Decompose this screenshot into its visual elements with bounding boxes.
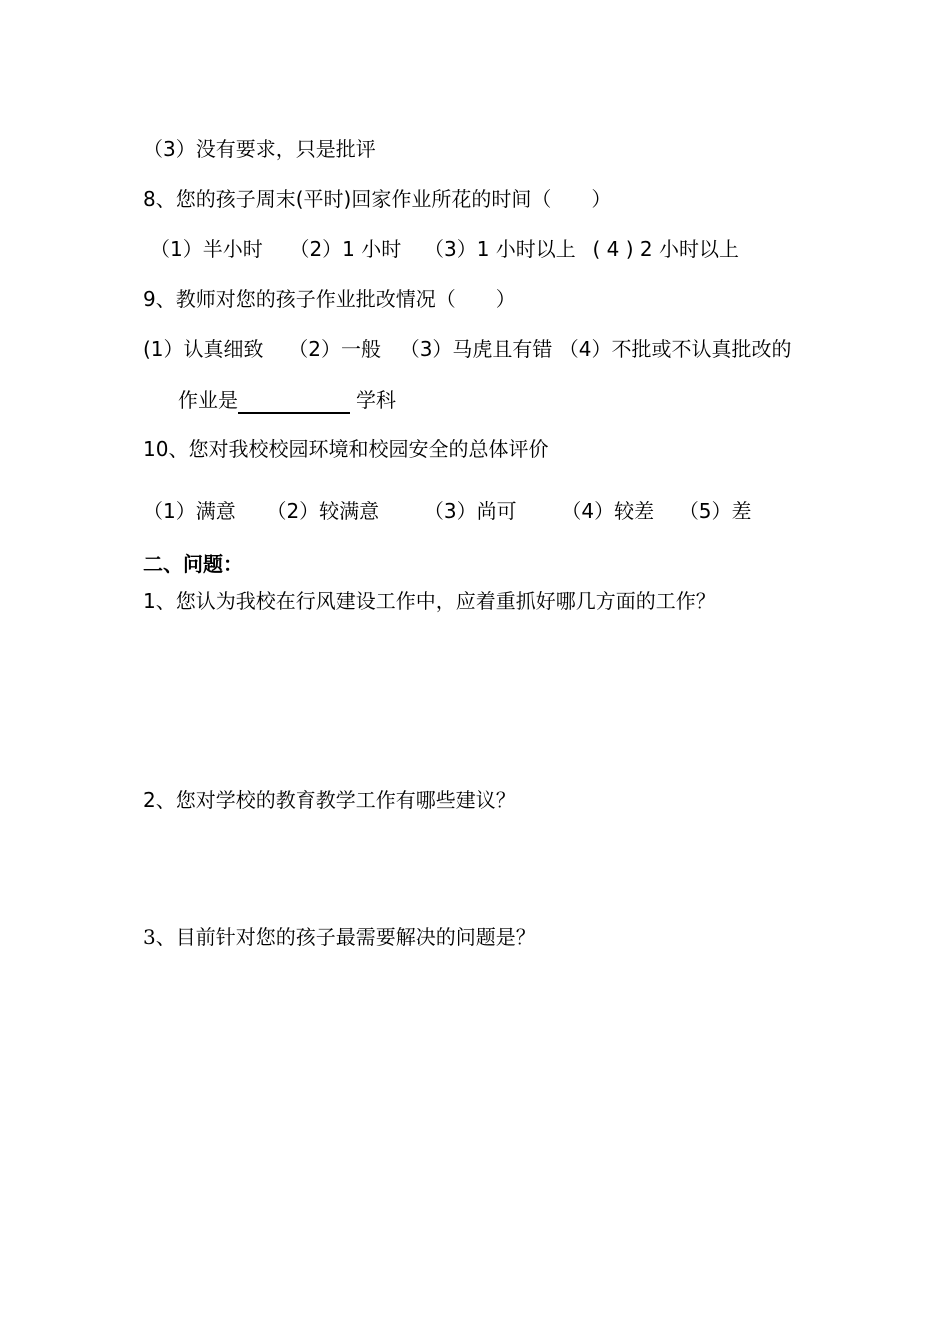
q9-option-1: (1）认真细致	[143, 337, 264, 361]
open-question-3: 3、目前针对您的孩子最需要解决的问题是？	[143, 925, 536, 949]
q9-fill-line	[178, 386, 396, 414]
q9-option-2: （2）一般	[288, 337, 381, 361]
q9-fill-suffix: 学科	[356, 388, 396, 412]
q9-options	[143, 335, 792, 363]
q10-question: 10、您对我校校园环境和校园安全的总体评价	[143, 437, 549, 461]
q10-option-3: （3）尚可	[423, 499, 517, 523]
section-2-heading: 二、问题：	[143, 552, 243, 576]
q10-option-4: （4）较差	[561, 499, 655, 523]
q10-option-1: （1）满意	[143, 499, 236, 523]
q8-question: 8、您的孩子周末(平时)回家作业所花的时间（ ）	[143, 187, 612, 211]
q10-options	[143, 497, 752, 525]
q7-option-3: （3）没有要求，只是批评	[143, 137, 376, 161]
q8-options	[150, 235, 739, 263]
q10-option-2: （2）较满意	[266, 499, 380, 523]
q8-option-4: ( 4 ) 2 小时以上	[592, 237, 739, 261]
open-question-2: 2、您对学校的教育教学工作有哪些建议？	[143, 788, 516, 812]
q9-question: 9、教师对您的孩子作业批改情况（ ）	[143, 287, 516, 311]
q9-subject-blank[interactable]	[238, 390, 350, 414]
q10-option-5: （5）差	[678, 499, 752, 523]
q8-option-2: （2）1 小时	[289, 237, 402, 261]
q8-option-3: （3）1 小时以上	[423, 237, 576, 261]
open-question-1: 1、您认为我校在行风建设工作中，应着重抓好哪几方面的工作？	[143, 589, 716, 613]
q9-fill-prefix: 作业是	[178, 388, 238, 412]
q9-option-4: （4）不批或不认真批改的	[558, 337, 792, 361]
q9-option-3: （3）马虎且有错	[399, 337, 553, 361]
q8-option-1: （1）半小时	[150, 237, 263, 261]
